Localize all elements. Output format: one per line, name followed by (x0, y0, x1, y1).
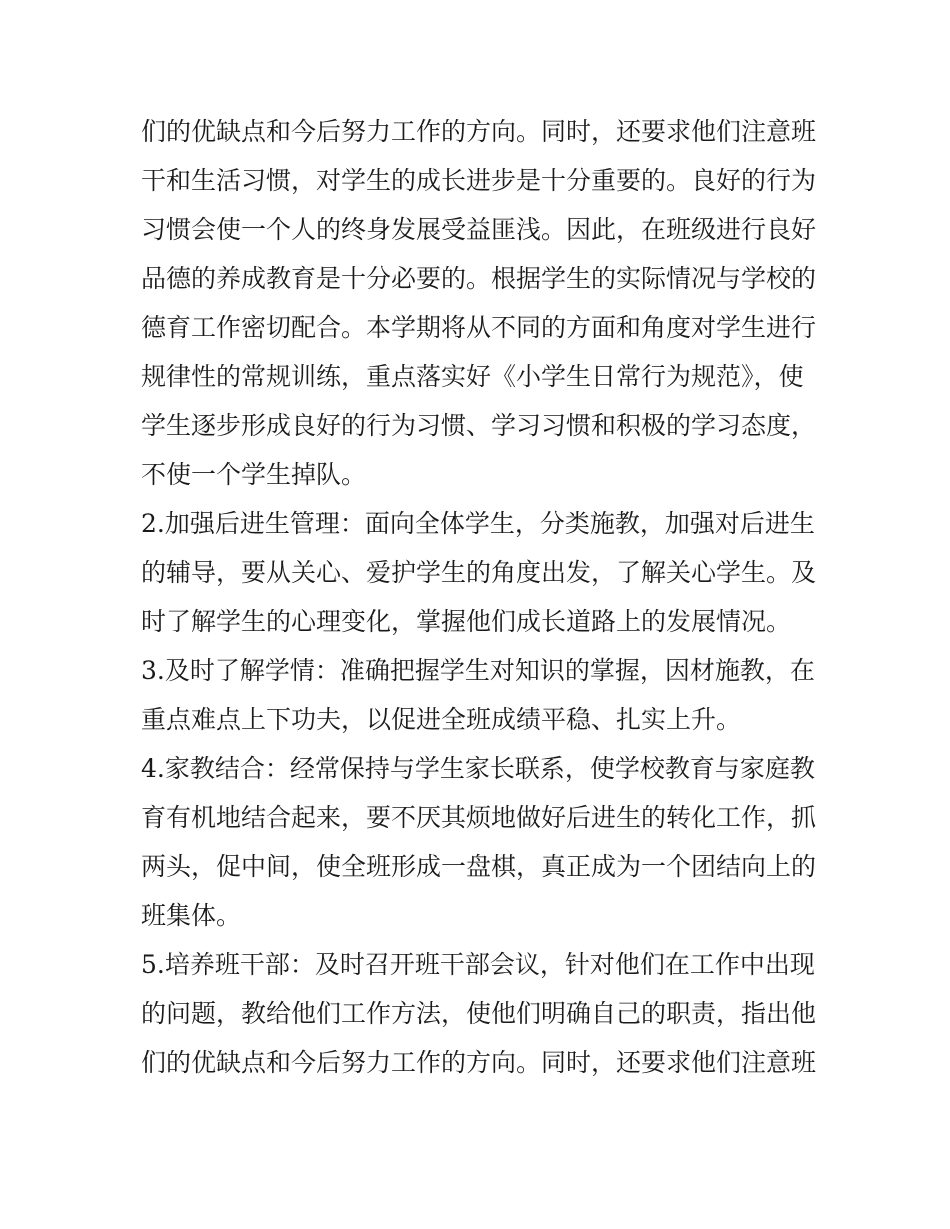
paragraph-item-2 (141, 499, 821, 646)
text-line: 的问题，教给他们工作方法，使他们明确自己的职责，指出他 (141, 999, 817, 1028)
document-body (141, 107, 821, 1087)
text-line: 重点难点上下功夫，以促进全班成绩平稳、扎实上升。 (141, 705, 742, 734)
paragraph-item-5 (141, 940, 821, 1087)
text-line: 4.家教结合：经常保持与学生家长联系，使学校教育与家庭教 (141, 754, 815, 783)
paragraph-continuation (141, 107, 821, 499)
text-line: 班集体。 (141, 901, 242, 930)
text-line: 干和生活习惯，对学生的成长进步是十分重要的。良好的行为 (141, 166, 817, 195)
paragraph-item-3 (141, 646, 821, 744)
text-line: 学生逐步形成良好的行为习惯、学习习惯和积极的学习态度， (141, 411, 817, 440)
text-line: 两头，促中间，使全班形成一盘棋，真正成为一个团结向上的 (141, 852, 817, 881)
text-line: 品德的养成教育是十分必要的。根据学生的实际情况与学校的 (141, 264, 817, 293)
text-line: 5.培养班干部：及时召开班干部会议，针对他们在工作中出现 (141, 950, 815, 979)
text-line: 习惯会使一个人的终身发展受益匪浅。因此，在班级进行良好 (141, 215, 817, 244)
text-line: 规律性的常规训练，重点落实好《小学生日常行为规范》，使 (141, 362, 804, 391)
text-line: 们的优缺点和今后努力工作的方向。同时，还要求他们注意班 (141, 117, 817, 146)
text-line: 的辅导，要从关心、爱护学生的角度出发，了解关心学生。及 (141, 558, 817, 587)
text-line: 时了解学生的心理变化，掌握他们成长道路上的发展情况。 (141, 607, 792, 636)
text-line: 们的优缺点和今后努力工作的方向。同时，还要求他们注意班 (141, 1048, 817, 1077)
text-line: 不使一个学生掉队。 (141, 460, 367, 489)
text-line: 育有机地结合起来，要不厌其烦地做好后进生的转化工作，抓 (141, 803, 817, 832)
text-line: 2.加强后进生管理：面向全体学生，分类施教，加强对后进生 (141, 509, 815, 538)
paragraph-item-4 (141, 744, 821, 940)
text-line: 3.及时了解学情：准确把握学生对知识的掌握，因材施教，在 (141, 656, 815, 685)
text-line: 德育工作密切配合。本学期将从不同的方面和角度对学生进行 (141, 313, 817, 342)
